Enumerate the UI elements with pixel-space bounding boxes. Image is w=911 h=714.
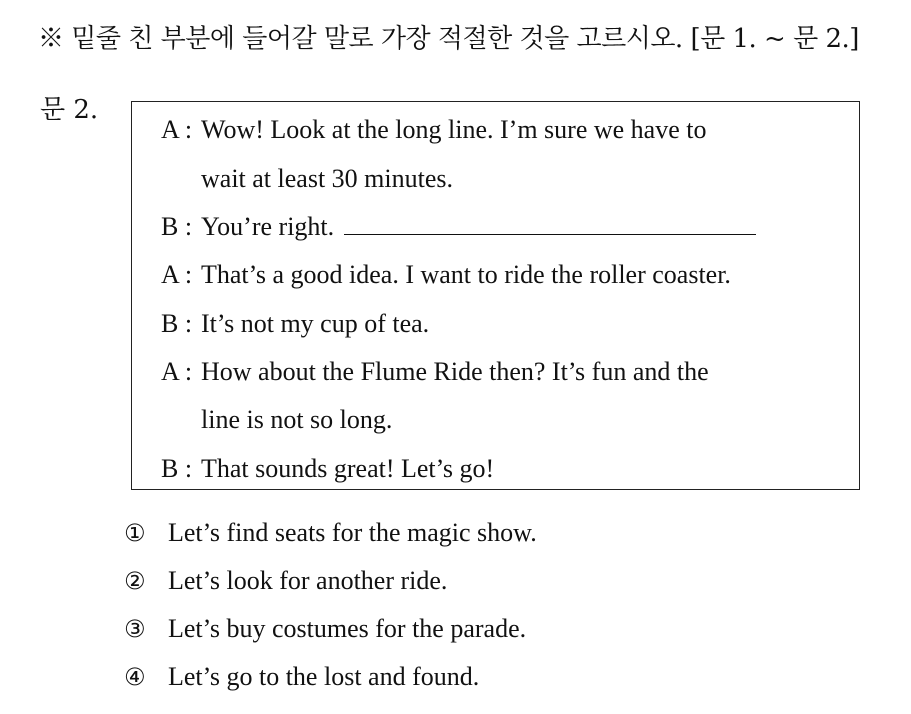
instruction-text: ※ 밑줄 친 부분에 들어갈 말로 가장 적절한 것을 고르시오. [문 1. ~ 문 2.] [38,24,859,54]
option-text: Let’s buy costumes for the parade. [168,614,527,643]
option-marker: ③ [124,615,146,643]
option-3[interactable] [124,612,526,646]
speaker-label: A : [161,260,193,289]
dialog-text: Wow! Look at the long line. I’m sure we have to [201,115,707,144]
dialog-box [131,101,860,490]
option-marker: ② [124,567,146,595]
answer-blank [344,212,756,235]
question-number: 문 2. [40,95,99,125]
option-4[interactable] [124,660,479,694]
speaker-label: B : [161,454,193,483]
dialog-line-4 [161,307,429,341]
speaker-label: B : [161,212,193,241]
dialog-line-3 [161,258,731,292]
dialog-line-2 [161,210,756,244]
speaker-label: A : [161,115,193,144]
option-1[interactable] [124,516,537,550]
speaker-label: B : [161,309,193,338]
dialog-line-5-continued: line is not so long. [201,405,393,434]
option-marker: ① [124,519,146,547]
dialog-line-1 [161,113,707,147]
dialog-text: It’s not my cup of tea. [201,309,430,338]
dialog-text: That’s a good idea. I want to ride the roller coaster. [201,260,731,289]
dialog-text: How about the Flume Ride then? It’s fun and the [201,357,709,386]
option-2[interactable] [124,564,447,598]
option-text: Let’s go to the lost and found. [168,662,480,691]
dialog-line-6 [161,452,494,486]
option-marker: ④ [124,663,146,691]
speaker-label: A : [161,357,193,386]
dialog-text: That sounds great! Let’s go! [201,454,495,483]
dialog-line-1-continued: wait at least 30 minutes. [201,164,454,193]
option-text: Let’s find seats for the magic show. [168,518,537,547]
option-text: Let’s look for another ride. [168,566,448,595]
dialog-line-5 [161,355,709,389]
dialog-text: You’re right. [201,212,335,241]
